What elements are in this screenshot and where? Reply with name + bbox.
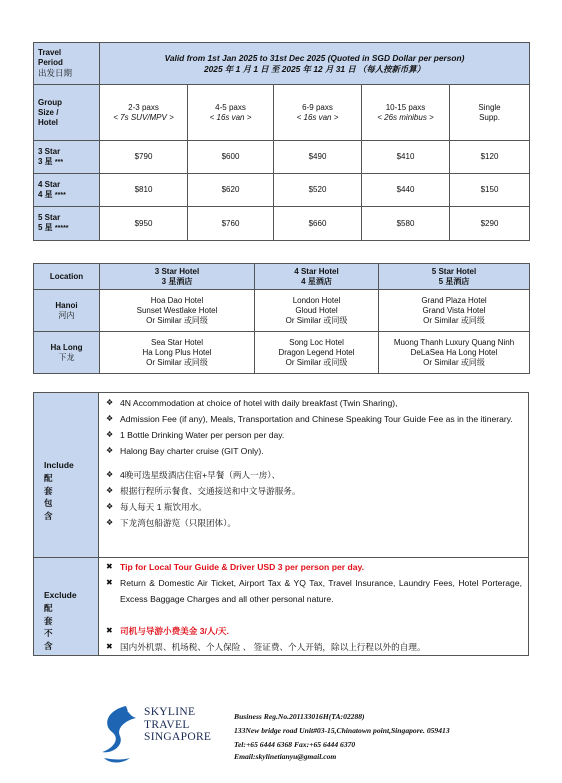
diamond-bullet-icon: ❖ [106, 446, 114, 455]
list-item: ✖ Return & Domestic Air Ticket, Airport Tax & YQ Tax, Travel Insurance, Laundry Fees, Hotel Porterage, Excess Baggage Charges and all other personal nature. [106, 575, 522, 607]
diamond-bullet-icon: ❖ [106, 470, 114, 479]
diamond-bullet-icon: ❖ [106, 414, 114, 423]
diamond-bullet-icon: ❖ [106, 398, 114, 407]
exclude-label-cn: 配套不含 [44, 602, 53, 651]
hotel-column-header: 5 Star Hotel 5 星酒店 [379, 264, 530, 290]
travel-period-label: Travel Period 出发日期 [34, 43, 100, 85]
include-label-cn: 配套包含 [44, 472, 53, 521]
hotel-row: Hanoi 河内 Hoa Dao Hotel Sunset Westlake Hotel Or Similar 或同级 London Hotel Gloud Hotel Or Similar 或同级 Grand Plaza Hotel Grand Vista Hotel Or Similar 或同级 [34, 290, 530, 332]
list-item: ❖ 4N Accommodation at choice of hotel with daily breakfast (Twin Sharing), [106, 395, 522, 411]
logo-text: SKYLINE TRAVEL SINGAPORE [144, 706, 212, 743]
list-item: ❖ 下龙湾包船游览（只限团体）。 [106, 515, 522, 531]
list-item: ❖ 每人每天 1 瓶饮用水。 [106, 499, 522, 515]
price-table [33, 42, 530, 241]
list-item: ❖ 4晚可选星级酒店住宿+早餐（两人一房）、 [106, 467, 522, 483]
company-phone: Tel:+65 6444 6368 Fax:+65 6444 6370 [234, 740, 356, 749]
diamond-bullet-icon: ❖ [106, 430, 114, 439]
location-cell: Ha Long 下龙 [34, 332, 100, 374]
column-header: 10-15 paxs < 26s minibus > [362, 85, 450, 141]
location-header: Location [34, 264, 100, 290]
column-header: 2-3 paxs < 7s SUV/MPV > [100, 85, 188, 141]
diamond-bullet-icon: ❖ [106, 502, 114, 511]
price-row: 4 Star 4 星 **** $810 $620 $520 $440 $150 [34, 174, 530, 207]
location-cell: Hanoi 河内 [34, 290, 100, 332]
exclude-list [106, 559, 522, 655]
diamond-bullet-icon: ❖ [106, 486, 114, 495]
company-email: Email:skylinetianyu@gmail.com [234, 752, 337, 761]
list-item: ✖ Tip for Local Tour Guide & Driver USD 3 per person per day. [106, 559, 522, 575]
hotel-table [33, 263, 530, 374]
cross-bullet-icon: ✖ [106, 578, 113, 587]
price-row: 3 Star 3 星 *** $790 $600 $490 $410 $120 [34, 141, 530, 174]
price-row: 5 Star 5 星 ***** $950 $760 $660 $580 $290 [34, 207, 530, 241]
group-size-label: Group Size / Hotel [34, 85, 100, 141]
hotel-row: Ha Long 下龙 Sea Star Hotel Ha Long Plus Hotel Or Similar 或同级 Song Loc Hotel Dragon Legend Hotel Or Similar 或同级 Muong Thanh Luxury Quang Ninh DeLaSea Ha Long Hotel Or Similar 或同级 [34, 332, 530, 374]
column-header: 6-9 paxs < 16s van > [274, 85, 362, 141]
include-label-cell [34, 393, 99, 558]
company-address: 133New bridge road Unit#03-15,Chinatown point,Singapore. 059413 [234, 726, 450, 735]
validity-period: Valid from 1st Jan 2025 to 31st Dec 2025 (Quoted in SGD Dollar per person) 2025 年 1 月 1 日 至 2025 年 12 月 31 日 （每人按新币算） [100, 43, 530, 85]
list-item: ❖ 1 Bottle Drinking Water per person per day. [106, 427, 522, 443]
hotel-column-header: 3 Star Hotel 3 星酒店 [100, 264, 255, 290]
column-header: 4-5 paxs < 16s van > [188, 85, 274, 141]
list-item: ❖ 根据行程所示餐食、交通接送和中文导游服务。 [106, 483, 522, 499]
list-item: ✖ 司机与导游小费美金 3/人/天. [106, 623, 522, 639]
cross-bullet-icon: ✖ [106, 642, 113, 651]
include-list [106, 395, 522, 531]
exclude-label-cell [34, 558, 99, 655]
list-item: ❖ Admission Fee (if any), Meals, Transportation and Chinese Speaking Tour Guide Fee as in the itinerary. [106, 411, 522, 427]
dragon-logo-icon [96, 702, 142, 766]
business-reg: Business Reg.No.201133016H(TA:02288) [234, 712, 365, 721]
include-label: Include [44, 460, 74, 470]
inclusions-table [33, 392, 529, 656]
cross-bullet-icon: ✖ [106, 626, 113, 635]
list-item: ❖ Halong Bay charter cruise (GIT Only). [106, 443, 522, 459]
column-header: Single Supp. [450, 85, 530, 141]
list-item: ✖ 国内外机票、机场税、个人保险 、 签证费、个人开销，除以上行程以外的自理。 [106, 639, 522, 655]
exclude-label: Exclude [44, 590, 77, 600]
diamond-bullet-icon: ❖ [106, 518, 114, 527]
cross-bullet-icon: ✖ [106, 562, 113, 571]
hotel-column-header: 4 Star Hotel 4 星酒店 [255, 264, 379, 290]
